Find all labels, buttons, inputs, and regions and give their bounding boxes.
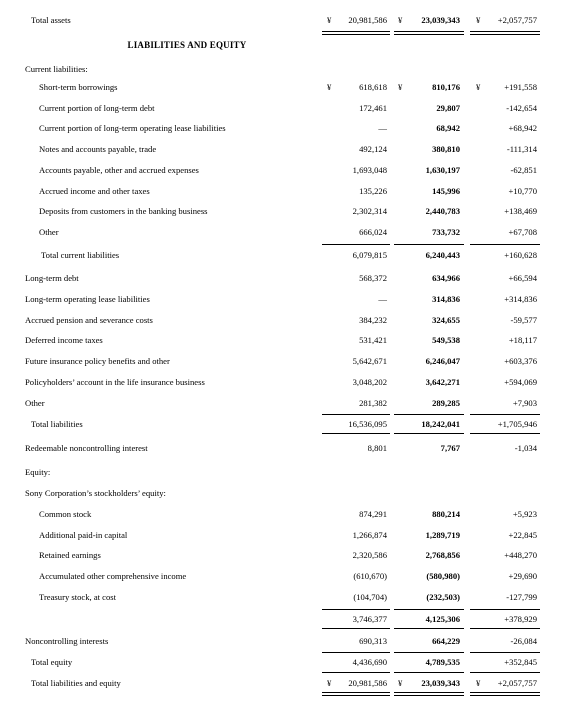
value-change: -62,851 (510, 164, 537, 175)
value-current: 880,214 (432, 509, 460, 519)
table-row (0, 291, 574, 307)
double-underline (470, 692, 540, 696)
value-prior: — (378, 293, 387, 304)
row-label: Current portion of long-term operating lease liabilities (39, 123, 226, 134)
value-prior: (104,704) (353, 591, 387, 602)
value-current: 4,789,535 (425, 657, 460, 667)
value-current: 6,246,047 (425, 356, 460, 367)
value-prior: — (378, 123, 387, 134)
value-change: +66,594 (508, 273, 537, 283)
value-prior: 531,421 (359, 335, 387, 346)
yen-sign: ¥ (476, 15, 481, 25)
value-change: -59,577 (510, 314, 537, 325)
value-current: 314,836 (432, 293, 460, 304)
value-change: +22,845 (508, 529, 537, 540)
subtotal-rule (470, 433, 540, 434)
value-prior: 666,024 (359, 226, 387, 237)
total-liabilities-equity-row (0, 675, 574, 691)
row-label: Current portion of long-term debt (39, 102, 155, 113)
row-label: Noncontrolling interests (25, 636, 109, 646)
value-change: +160,628 (504, 250, 537, 260)
value-change: +352,845 (504, 657, 537, 667)
table-row (0, 353, 574, 369)
row-label: Deposits from customers in the banking business (39, 206, 208, 217)
value-current: 4,125,306 (425, 614, 460, 624)
table-row (0, 506, 574, 522)
value-change: -111,314 (506, 144, 537, 155)
section-title: LIABILITIES AND EQUITY (127, 40, 247, 50)
value-prior: 172,461 (359, 102, 387, 113)
subtotal-rule (322, 652, 390, 653)
subtotal-rule (394, 414, 464, 415)
subtotal-rule (322, 244, 390, 245)
subtotal-rule (470, 609, 540, 610)
double-underline (322, 692, 390, 696)
row-label: Short-term borrowings (39, 82, 118, 92)
noncontrolling-row (0, 633, 574, 649)
row-label: Other (25, 397, 45, 408)
value-prior: 2,320,586 (352, 550, 387, 561)
row-label: Total liabilities and equity (31, 678, 121, 688)
row-label: Retained earnings (39, 550, 101, 561)
value-current: 68,942 (436, 123, 460, 134)
row-label: Additional paid-in capital (39, 529, 128, 540)
equity-header (0, 464, 574, 480)
subtotal-rule (394, 672, 464, 673)
double-underline (322, 31, 390, 35)
value-current: 634,966 (432, 273, 460, 283)
value-current: 1,630,197 (425, 164, 460, 175)
value-prior: 618,618 (359, 82, 387, 92)
value-change: -1,034 (514, 443, 537, 453)
row-label: Treasury stock, at cost (39, 591, 117, 602)
table-row (0, 224, 574, 240)
value-current: 3,642,271 (425, 377, 460, 387)
row-label: Total current liabilities (41, 250, 120, 260)
total-equity-row (0, 654, 574, 670)
redeemable-row (0, 440, 574, 456)
double-underline (470, 31, 540, 35)
value-current: 6,240,443 (425, 250, 460, 260)
table-row (0, 332, 574, 348)
row-label: Total equity (31, 657, 73, 667)
subtotal-rule (470, 414, 540, 415)
value-change: -142,654 (506, 102, 537, 113)
value-prior: 384,232 (359, 314, 387, 325)
value-current: 145,996 (432, 185, 460, 196)
table-row (0, 79, 574, 95)
value-current: 23,039,343 (421, 678, 460, 688)
value-change: +448,270 (504, 550, 537, 561)
double-underline (394, 31, 464, 35)
value-current: 2,768,856 (425, 550, 460, 561)
subtotal-rule (394, 628, 464, 629)
row-label: Accounts payable, other and accrued expenses (39, 164, 199, 175)
table-row (0, 120, 574, 136)
equity-subtotal-row (0, 611, 574, 627)
value-current: 810,176 (432, 82, 460, 92)
value-prior: 16,536,095 (348, 419, 387, 429)
subtotal-rule (470, 672, 540, 673)
value-prior: 874,291 (359, 509, 387, 519)
value-current: 324,655 (432, 314, 460, 325)
value-change: +67,708 (508, 226, 537, 237)
value-prior: 135,226 (359, 185, 387, 196)
value-current: 29,807 (436, 102, 460, 113)
value-prior: 1,693,048 (352, 164, 387, 175)
row-label: Equity: (25, 467, 51, 477)
value-change: +603,376 (504, 356, 537, 367)
value-prior: 4,436,690 (352, 657, 387, 667)
table-row (0, 527, 574, 543)
current-liabilities-header (0, 61, 574, 77)
row-label: Sony Corporation’s stockholders’ equity: (25, 488, 166, 498)
subtotal-rule (322, 433, 390, 434)
subtotal-rule (322, 609, 390, 610)
table-row (0, 374, 574, 390)
value-change: +191,558 (504, 82, 537, 92)
row-label: Deferred income taxes (25, 335, 103, 346)
value-change: +378,929 (504, 614, 537, 624)
value-current: (580,980) (426, 571, 460, 582)
subtotal-rule (394, 652, 464, 653)
value-prior: 8,801 (367, 443, 387, 453)
row-label: Accrued income and other taxes (39, 185, 150, 196)
value-prior: (610,670) (353, 571, 387, 582)
row-label: Long-term debt (25, 273, 79, 283)
subtotal-rule (394, 433, 464, 434)
value-current: 1,289,719 (425, 529, 460, 540)
yen-sign: ¥ (476, 82, 481, 92)
row-label: Policyholders’ account in the life insurance business (25, 377, 205, 387)
yen-sign: ¥ (327, 15, 332, 25)
value-prior: 1,266,874 (352, 529, 387, 540)
value-change: +68,942 (508, 123, 537, 134)
value-change: +7,903 (512, 397, 537, 408)
value-prior: 20,981,586 (348, 678, 387, 688)
table-row (0, 162, 574, 178)
yen-sign: ¥ (398, 678, 403, 688)
row-label: Current liabilities: (25, 64, 88, 74)
value-change: +594,069 (504, 377, 537, 387)
value-prior: 568,372 (359, 273, 387, 283)
value-change: -26,084 (510, 636, 537, 646)
yen-sign: ¥ (398, 82, 403, 92)
subtotal-rule (394, 244, 464, 245)
value-prior: 20,981,586 (348, 15, 387, 25)
row-label: Redeemable noncontrolling interest (25, 443, 148, 453)
value-prior: 3,048,202 (352, 377, 387, 387)
table-row (0, 203, 574, 219)
value-change: +10,770 (508, 185, 537, 196)
value-current: 7,767 (440, 443, 460, 453)
value-change: +29,690 (508, 571, 537, 582)
value-change: +2,057,757 (497, 15, 537, 25)
table-row (0, 183, 574, 199)
value-prior: 6,079,815 (352, 250, 387, 260)
subtotal-rule (394, 609, 464, 610)
row-label: Total assets (31, 15, 71, 25)
row-label: Accrued pension and severance costs (25, 314, 153, 325)
table-row (0, 568, 574, 584)
value-current: 380,810 (432, 144, 460, 155)
subtotal-rule (470, 652, 540, 653)
value-change: +5,923 (512, 509, 537, 519)
table-row (0, 270, 574, 286)
total-current-liabilities-row (0, 247, 574, 263)
value-change: +314,836 (504, 293, 537, 304)
subtotal-rule (322, 628, 390, 629)
value-change: +1,705,946 (497, 419, 537, 429)
value-change: +2,057,757 (497, 678, 537, 688)
table-row (0, 100, 574, 116)
yen-sign: ¥ (398, 15, 403, 25)
table-row (0, 395, 574, 411)
value-change: +18,117 (508, 335, 537, 346)
total-liabilities-row (0, 416, 574, 432)
value-prior: 492,124 (359, 144, 387, 155)
value-current: 664,229 (432, 636, 460, 646)
value-current: 733,732 (432, 226, 460, 237)
value-prior: 5,642,671 (352, 356, 387, 367)
subtotal-rule (322, 414, 390, 415)
row-label: Other (39, 226, 59, 237)
value-current: 289,285 (432, 397, 460, 408)
value-change: +138,469 (504, 206, 537, 217)
table-row (0, 547, 574, 563)
value-change: -127,799 (506, 591, 537, 602)
subtotal-rule (470, 244, 540, 245)
table-row (0, 141, 574, 157)
value-prior: 281,382 (359, 397, 387, 408)
double-underline (394, 692, 464, 696)
value-current: 2,440,783 (425, 206, 460, 217)
value-prior: 3,746,377 (352, 614, 387, 624)
value-current: 23,039,343 (421, 15, 460, 25)
subtotal-rule (470, 628, 540, 629)
row-label: Total liabilities (31, 419, 83, 429)
value-current: (232,503) (426, 591, 460, 602)
table-row (0, 589, 574, 605)
row-label: Long-term operating lease liabilities (25, 293, 150, 304)
subtotal-rule (322, 672, 390, 673)
value-current: 549,538 (432, 335, 460, 346)
table-row (0, 312, 574, 328)
yen-sign: ¥ (327, 678, 332, 688)
row-label: Accumulated other comprehensive income (39, 571, 187, 582)
value-current: 18,242,041 (421, 419, 460, 429)
yen-sign: ¥ (327, 82, 332, 92)
total-assets-row (0, 12, 574, 28)
value-prior: 2,302,314 (352, 206, 387, 217)
row-label: Common stock (39, 509, 92, 519)
yen-sign: ¥ (476, 678, 481, 688)
row-label: Future insurance policy benefits and other (25, 356, 170, 367)
row-label: Notes and accounts payable, trade (39, 144, 157, 155)
sony-equity-header (0, 485, 574, 501)
value-prior: 690,313 (359, 636, 387, 646)
